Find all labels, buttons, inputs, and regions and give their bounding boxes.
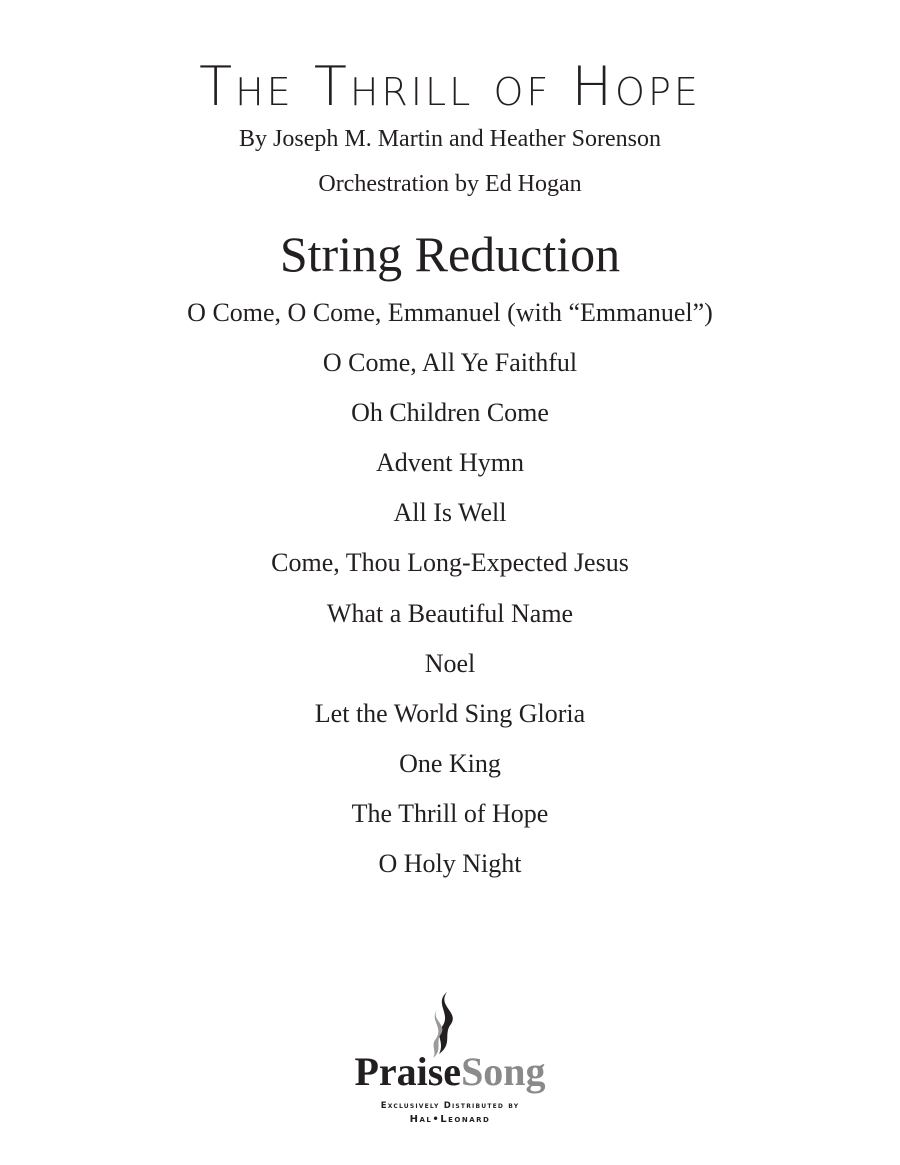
song-item: Let the World Sing Gloria bbox=[314, 698, 586, 728]
brand-part-song: Song bbox=[461, 1049, 546, 1094]
song-item: Oh Children Come bbox=[351, 398, 549, 428]
song-item: Advent Hymn bbox=[375, 448, 525, 478]
brand-part-praise: Praise bbox=[354, 1049, 462, 1094]
song-list bbox=[0, 295, 900, 896]
song-item: Come, Thou Long-Expected Jesus bbox=[271, 548, 629, 578]
page-title bbox=[0, 52, 900, 122]
page-title-text: The Thrill of Hope bbox=[199, 55, 701, 118]
song-item: O Come, O Come, Emmanuel (with “Emmanuel”) bbox=[187, 298, 713, 327]
part-subtitle: String Reduction bbox=[279, 226, 621, 282]
song-item: O Holy Night bbox=[378, 849, 522, 879]
brand-wordmark bbox=[300, 1047, 600, 1097]
orchestration-credit: Orchestration by Ed Hogan bbox=[318, 171, 582, 197]
publisher-logo bbox=[300, 985, 600, 1135]
song-item: O Come, All Ye Faithful bbox=[322, 348, 578, 378]
song-item: Noel bbox=[424, 648, 476, 678]
song-item: One King bbox=[399, 748, 501, 778]
distribution-note bbox=[300, 1099, 600, 1113]
song-item: What a Beautiful Name bbox=[326, 598, 574, 628]
publisher-name bbox=[300, 1113, 600, 1127]
song-item: All Is Well bbox=[393, 498, 507, 528]
distribution-text: Exclusively Distributed by bbox=[380, 1101, 520, 1111]
publisher-name-text: Hal•Leonard bbox=[409, 1114, 491, 1125]
authors-credit: By Joseph M. Martin and Heather Sorenson bbox=[239, 126, 661, 152]
song-item: The Thrill of Hope bbox=[351, 798, 549, 828]
